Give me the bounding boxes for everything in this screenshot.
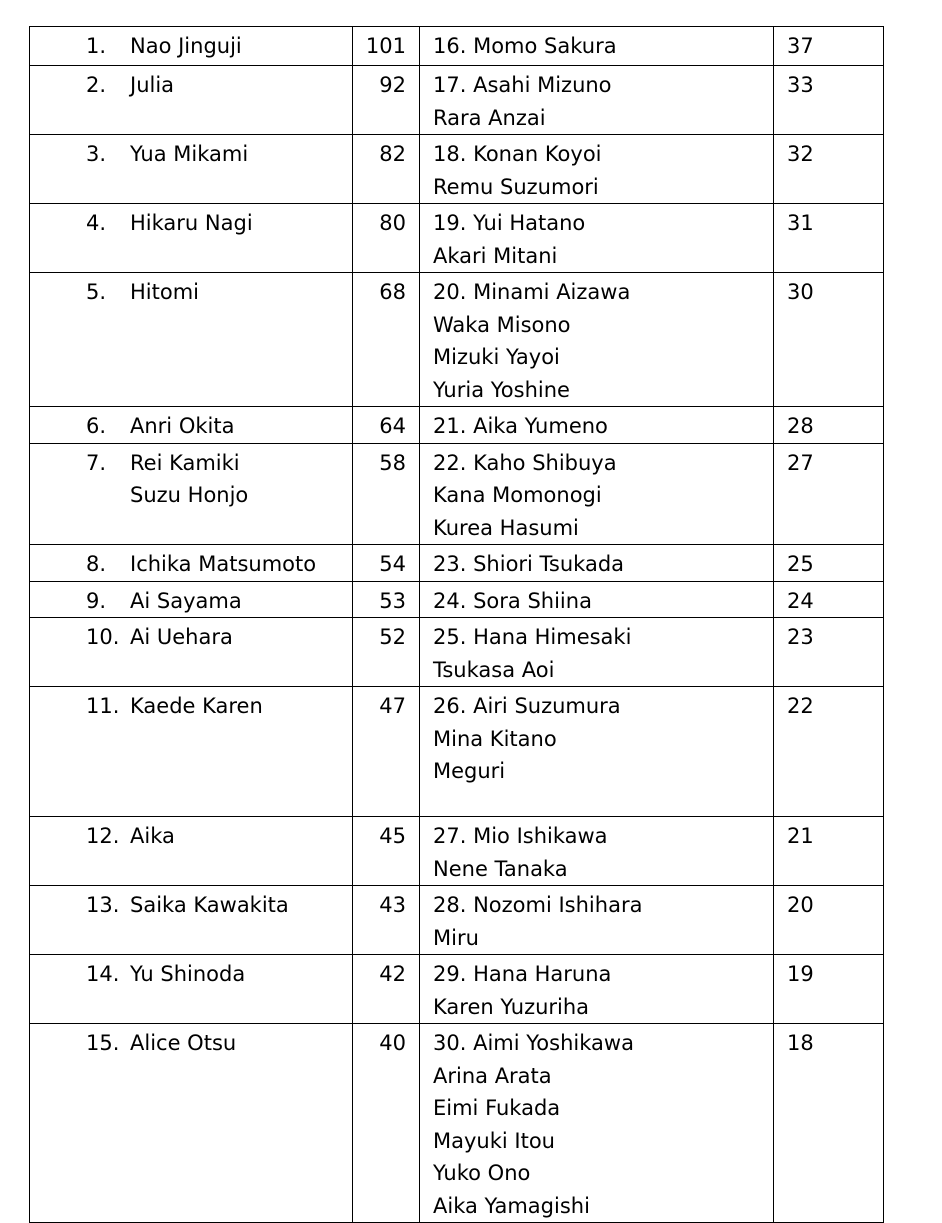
name-cell [420,407,774,444]
person-name [433,276,773,309]
person-name: Kurea Hasumi [433,515,579,540]
name-cell [30,273,353,407]
person-name: Yuko Ono [433,1161,531,1185]
score-cell: 68 [353,273,420,407]
score-cell: 18 [774,1024,884,1223]
table-row [30,135,884,204]
rank-number: 9. [86,588,107,613]
person-name: Remu Suzumori [433,174,599,199]
name-cell [420,687,774,817]
person-name: Meguri [433,759,506,783]
person-name [433,585,773,618]
name-cell [30,66,353,135]
name-cell [420,204,774,273]
person-name [433,958,773,991]
person-name: Eimi Fukada [433,1096,561,1120]
person-name [433,820,773,853]
rank-number: 7. [86,450,107,475]
person-name-text: Minami Aizawa [473,280,631,304]
rank-number: 20. [433,280,467,304]
person-name-text: Asahi Mizuno [473,73,612,97]
person-name: Anri Okita [130,414,235,438]
score-cell: 82 [353,135,420,204]
table-row [30,886,884,955]
rank-number: 8. [86,552,107,576]
table-row [30,27,884,66]
person-name [433,889,773,922]
person-name: Yu Shinoda [130,962,246,986]
table-row [30,443,884,545]
name-cell [30,27,353,66]
name-cell [420,618,774,687]
score-cell: 43 [353,886,420,955]
person-name-text: Hana Himesaki [473,625,632,649]
name-cell [30,545,353,582]
rank-number: 28. [433,893,467,917]
name-cell [30,955,353,1024]
person-name [433,30,773,63]
rank-number: 1. [86,34,107,58]
person-name [433,447,773,480]
score-cell: 80 [353,204,420,273]
score-cell: 53 [353,581,420,618]
person-name-text: Yui Hatano [473,211,586,235]
table-row [30,955,884,1024]
name-cell [30,886,353,955]
score-cell: 92 [353,66,420,135]
person-name-text: Mio Ishikawa [473,824,608,848]
name-cell [30,687,353,817]
person-name: Nene Tanaka [433,856,568,881]
name-cell [30,817,353,886]
rank-number: 18. [433,142,467,166]
rank-number: 21. [433,414,467,438]
person-name [433,410,773,443]
rank-number: 23. [433,552,467,576]
person-name: Yuria Yoshine [433,377,570,402]
name-cell [30,135,353,204]
name-cell [30,204,353,273]
person-name-text: Airi Suzumura [473,694,621,718]
rank-number: 11. [86,694,120,718]
person-name-text: Kaho Shibuya [473,450,617,475]
score-cell: 58 [353,443,420,545]
table-row [30,581,884,618]
person-name: Rei Kamiki [130,450,240,475]
score-cell: 47 [353,687,420,817]
name-cell [30,443,353,545]
person-name [433,138,773,171]
person-name: Aika Yamagishi [433,1193,590,1218]
name-cell [420,66,774,135]
ranking-table-body [30,27,884,1223]
person-name: Miru [433,925,479,950]
score-cell: 23 [774,618,884,687]
person-name: Arina Arata [433,1063,552,1088]
name-cell [420,581,774,618]
person-name: Mayuki Itou [433,1128,555,1153]
name-cell [420,27,774,66]
name-cell [420,1024,774,1223]
rank-number: 24. [433,588,467,613]
score-cell: 21 [774,817,884,886]
person-name: Ai Sayama [130,588,242,613]
person-name: Ai Uehara [130,625,233,649]
name-cell [420,886,774,955]
rank-number: 2. [86,73,107,97]
score-cell: 28 [774,407,884,444]
rank-number: 30. [433,1031,467,1055]
score-cell: 52 [353,618,420,687]
person-name-text: Sora Shiina [473,588,592,613]
table-row [30,204,884,273]
name-cell [420,273,774,407]
score-cell: 19 [774,955,884,1024]
rank-number: 17. [433,73,467,97]
rank-number: 5. [86,280,107,304]
rank-number: 22. [433,450,467,475]
person-name: Ichika Matsumoto [130,552,317,576]
person-name: Mina Kitano [433,726,557,751]
score-cell: 27 [774,443,884,545]
person-name-text: Aimi Yoshikawa [473,1031,634,1055]
person-name: Alice Otsu [130,1031,237,1055]
name-cell [420,955,774,1024]
rank-number: 12. [86,824,120,848]
person-name-text: Hana Haruna [473,962,612,986]
score-cell: 64 [353,407,420,444]
rank-number: 16. [433,34,467,58]
person-name-text: Konan Koyoi [473,142,602,166]
rank-number: 13. [86,893,120,917]
rank-number: 14. [86,962,120,986]
table-row [30,273,884,407]
person-name: Rara Anzai [433,105,546,130]
score-cell: 33 [774,66,884,135]
score-cell: 20 [774,886,884,955]
table-row [30,545,884,582]
person-name-text: Momo Sakura [473,34,617,58]
score-cell: 45 [353,817,420,886]
rank-number: 29. [433,962,467,986]
person-name [433,69,773,102]
name-cell [30,407,353,444]
person-name: Akari Mitani [433,243,558,268]
name-cell [30,618,353,687]
rank-number: 27. [433,824,467,848]
person-name: Aika [130,824,175,848]
person-name: Hikaru Nagi [130,211,253,235]
person-name: Julia [130,73,175,97]
name-cell [420,443,774,545]
score-cell: 37 [774,27,884,66]
score-cell: 31 [774,204,884,273]
person-name: Yua Mikami [130,142,249,166]
name-cell [420,135,774,204]
score-cell: 25 [774,545,884,582]
person-name [433,548,773,581]
person-name: Karen Yuzuriha [433,994,590,1019]
person-name: Tsukasa Aoi [433,657,555,682]
person-name: Waka Misono [433,312,571,337]
name-cell [30,1024,353,1223]
score-cell: 101 [353,27,420,66]
score-cell: 54 [353,545,420,582]
rank-number: 4. [86,211,107,235]
table-row [30,817,884,886]
ranking-table [29,26,884,1223]
person-name-text: Nozomi Ishihara [473,893,643,917]
name-cell [30,581,353,618]
score-cell: 30 [774,273,884,407]
rank-number: 26. [433,694,467,718]
score-cell: 40 [353,1024,420,1223]
person-name-text: Shiori Tsukada [473,552,625,576]
table-row [30,1024,884,1223]
rank-number: 15. [86,1031,120,1055]
table-row [30,687,884,817]
person-name: Kaede Karen [130,694,263,718]
rank-number: 19. [433,211,467,235]
rank-number: 6. [86,414,107,438]
person-name: Hitomi [130,280,199,304]
table-row [30,407,884,444]
score-cell: 24 [774,581,884,618]
person-name [433,690,773,723]
person-name [433,1027,773,1060]
score-cell: 22 [774,687,884,817]
person-name: Suzu Honjo [130,483,249,507]
person-name: Nao Jinguji [130,34,242,58]
person-name: Mizuki Yayoi [433,345,560,369]
score-cell: 32 [774,135,884,204]
table-row [30,66,884,135]
rank-number: 25. [433,625,467,649]
name-cell [420,545,774,582]
person-name-text: Aika Yumeno [473,414,608,438]
person-name: Saika Kawakita [130,893,289,917]
rank-number: 3. [86,142,107,166]
table-row [30,618,884,687]
rank-number: 10. [86,625,120,649]
person-name: Kana Momonogi [433,483,602,507]
person-name [433,207,773,240]
score-cell: 42 [353,955,420,1024]
person-name [433,621,773,654]
name-cell [420,817,774,886]
